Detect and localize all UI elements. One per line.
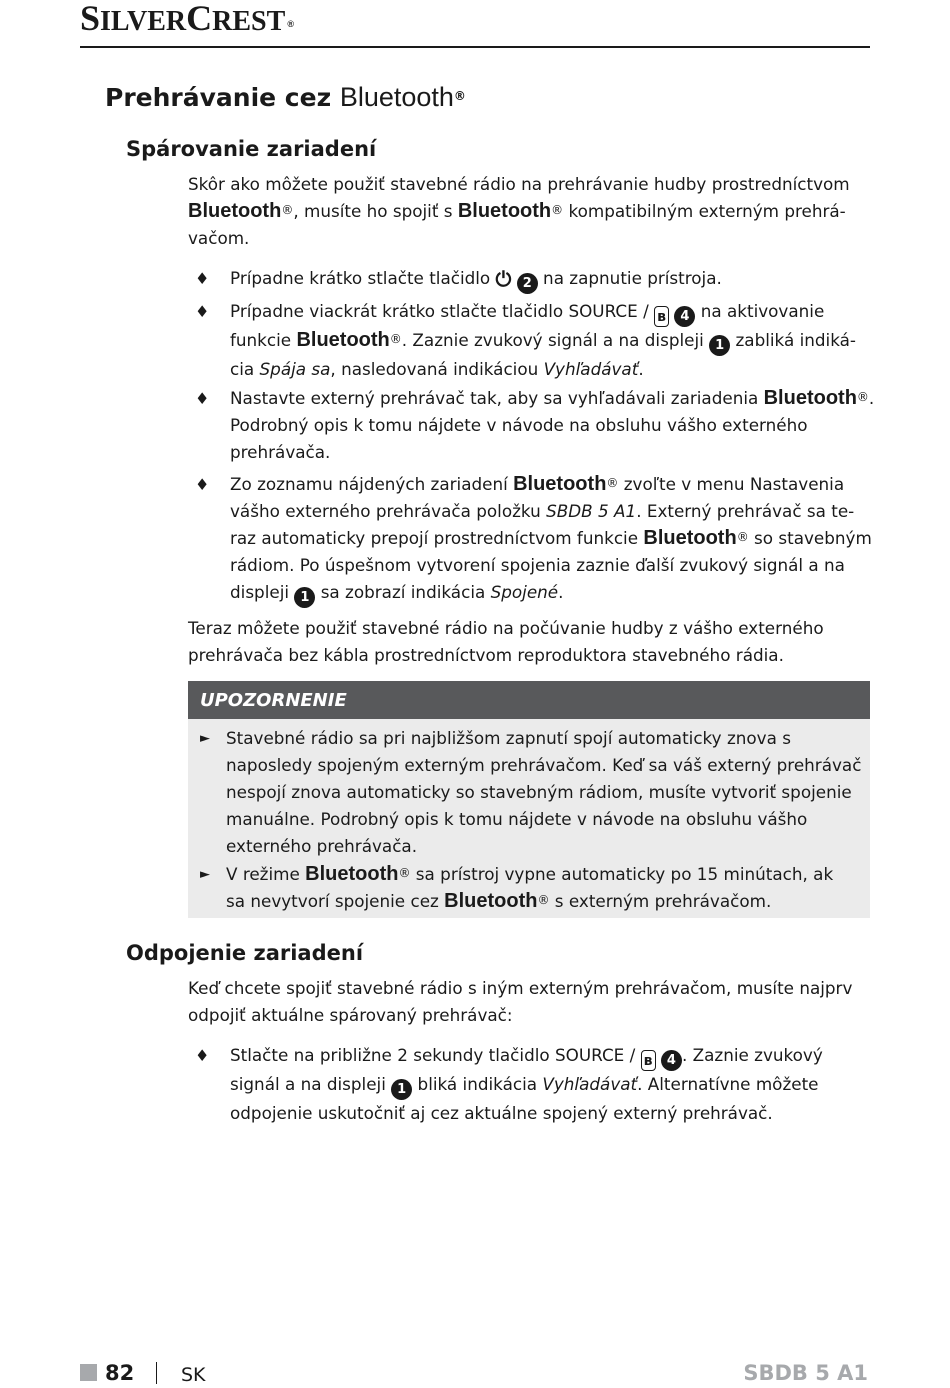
diamond-bullet-icon: ♦	[195, 389, 210, 408]
callout-number: 1	[294, 587, 315, 608]
power-icon: ⏻	[495, 267, 512, 291]
pairing-intro: Skôr ako môžete použiť stavebné rádio na prehrávanie hudby prostredníctvom Bluetooth®, musíte ho spojiť s Bluetooth® kompatibilným externým prehrá- vačom.	[188, 174, 850, 248]
note-header: UPOZORNENIE	[188, 681, 870, 719]
callout-number: 2	[517, 273, 538, 294]
diamond-bullet-icon: ♦	[195, 1046, 210, 1065]
section-title-pairing: Spárovanie zariadení	[126, 137, 377, 161]
page-number: 82	[105, 1361, 135, 1385]
diamond-bullet-icon: ♦	[195, 269, 210, 288]
language-code: SK	[181, 1364, 206, 1386]
diamond-bullet-icon: ♦	[195, 475, 210, 494]
pairing-outro: Teraz môžete použiť stavebné rádio na počúvanie hudby z vášho externého prehrávača bez kábla prostredníctvom reproduktora stavebného rádia.	[188, 618, 824, 665]
arrow-bullet-icon: ►	[200, 731, 210, 746]
footer-divider	[156, 1362, 157, 1384]
brand-logo: SILVERCREST ®	[80, 0, 294, 38]
arrow-bullet-icon: ►	[200, 867, 210, 882]
callout-number: 1	[709, 335, 730, 356]
diamond-bullet-icon: ♦	[195, 302, 210, 321]
page-title: Prehrávanie cez Bluetooth®	[105, 82, 466, 112]
model-number: SBDB 5 A1	[743, 1361, 868, 1385]
callout-number: 4	[661, 1050, 682, 1071]
note-box: ► Stavebné rádio sa pri najbližšom zapnutí spojí automaticky znova s naposledy spojeným externým prehrávačom. Keď sa váš externý prehrávač nespojí znova automaticky so stavebným rádiom, musíte vytvoriť spojenie manuálne. Podrobný opis k tomu nájdete v návode na obsluhu vášho externého prehrávača. ► V režime Bluetooth® sa prístroj vypne automaticky po 15 minútach, ak sa nevytvorí spojenie cez Bluetooth® s externým prehrávačom.	[188, 719, 870, 918]
unpairing-intro: Keď chcete spojiť stavebné rádio s iným externým prehrávačom, musíte najprv odpojiť aktuálne spárovaný prehrávač:	[188, 978, 853, 1025]
callout-number: 1	[391, 1079, 412, 1100]
header-rule	[80, 46, 870, 48]
callout-number: 4	[674, 306, 695, 327]
footer-square	[80, 1364, 97, 1381]
section-title-unpairing: Odpojenie zariadení	[126, 941, 364, 965]
bluetooth-icon: ʙ	[654, 306, 669, 327]
bluetooth-icon: ʙ	[641, 1050, 656, 1071]
